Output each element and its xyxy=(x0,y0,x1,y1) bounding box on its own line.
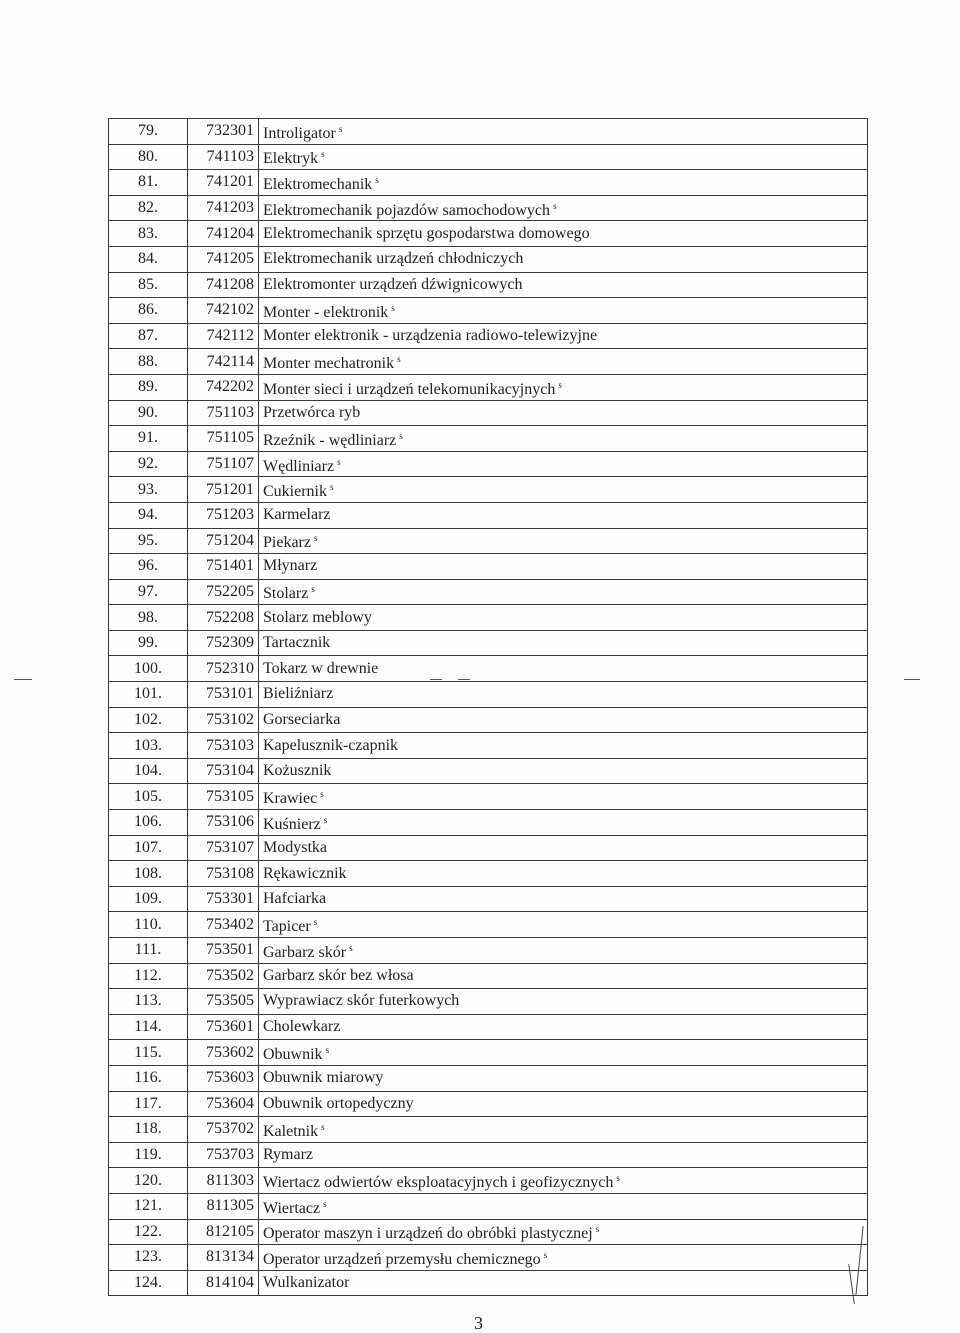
occupation-name: Wiertacz xyxy=(263,1199,321,1217)
occupation-name: Tokarz w drewnie xyxy=(263,659,379,677)
table-row xyxy=(109,758,868,784)
table-row xyxy=(109,246,868,272)
occupation-code: 741103 xyxy=(188,144,259,170)
occupation-code: 751401 xyxy=(188,554,259,580)
occupation-name-cell xyxy=(259,195,868,221)
footnote-mark: s xyxy=(337,456,341,467)
table-row xyxy=(109,630,868,656)
table-row xyxy=(109,579,868,605)
row-number: 104. xyxy=(109,758,188,784)
occupation-name: Wędliniarz xyxy=(263,457,335,475)
footnote-mark: s xyxy=(321,1121,325,1132)
occupation-name-cell xyxy=(259,733,868,759)
occupation-code: 753101 xyxy=(188,682,259,708)
table-row xyxy=(109,1040,868,1066)
occupation-table-frame xyxy=(108,118,868,1296)
occupation-name: Karmelarz xyxy=(263,506,331,524)
occupation-name-cell xyxy=(259,426,868,452)
occupation-code: 812105 xyxy=(188,1219,259,1245)
occupation-name: Wiertacz odwiertów eksploatacyjnych i geofizycznych xyxy=(263,1174,614,1192)
occupation-name: Kaletnik xyxy=(263,1122,319,1140)
row-number: 93. xyxy=(109,477,188,503)
row-number: 102. xyxy=(109,707,188,733)
occupation-code: 753301 xyxy=(188,886,259,912)
row-number: 110. xyxy=(109,912,188,938)
scan-mark xyxy=(458,679,470,680)
table-row xyxy=(109,938,868,964)
page-number: 3 xyxy=(474,1313,483,1333)
occupation-name: Krawiec xyxy=(263,790,318,808)
footnote-mark: s xyxy=(553,200,557,211)
occupation-code: 753107 xyxy=(188,835,259,861)
occupation-name-cell xyxy=(259,1040,868,1066)
footnote-mark: s xyxy=(595,1224,600,1235)
occupation-code: 742112 xyxy=(188,323,259,349)
occupation-code: 751201 xyxy=(188,477,259,503)
footnote-mark: s xyxy=(391,302,395,313)
row-number: 107. xyxy=(109,835,188,861)
row-number: 85. xyxy=(109,272,188,298)
row-number: 81. xyxy=(109,170,188,196)
occupation-name: Wulkanizator xyxy=(263,1274,350,1292)
occupation-code: 751103 xyxy=(188,400,259,426)
row-number: 79. xyxy=(109,119,188,145)
table-row xyxy=(109,374,868,400)
occupation-code: 753603 xyxy=(188,1065,259,1091)
occupation-code: 753106 xyxy=(188,810,259,836)
occupation-code: 753505 xyxy=(188,989,259,1015)
occupation-name: Elektromechanik pojazdów samochodowych xyxy=(263,201,551,219)
table-row xyxy=(109,528,868,554)
row-number: 100. xyxy=(109,656,188,682)
row-number: 105. xyxy=(109,784,188,810)
table-row xyxy=(109,810,868,836)
occupation-code: 753402 xyxy=(188,912,259,938)
table-row xyxy=(109,1117,868,1143)
footnote-mark: s xyxy=(323,1198,327,1209)
footnote-mark: s xyxy=(323,814,328,825)
footnote-mark: s xyxy=(349,942,353,953)
row-number: 97. xyxy=(109,579,188,605)
table-row xyxy=(109,400,868,426)
footnote-mark: s xyxy=(325,1045,330,1056)
occupation-code: 732301 xyxy=(188,119,259,145)
row-number: 109. xyxy=(109,886,188,912)
occupation-name-cell xyxy=(259,323,868,349)
occupation-name-cell xyxy=(259,221,868,247)
row-number: 122. xyxy=(109,1219,188,1245)
occupation-code: 753702 xyxy=(188,1117,259,1143)
occupation-name-cell xyxy=(259,963,868,989)
occupation-name-cell xyxy=(259,605,868,631)
row-number: 115. xyxy=(109,1040,188,1066)
occupation-name-cell xyxy=(259,298,868,324)
occupation-name: Stolarz xyxy=(263,585,309,603)
occupation-name-cell xyxy=(259,707,868,733)
occupation-code: 751105 xyxy=(188,426,259,452)
occupation-name-cell xyxy=(259,784,868,810)
occupation-code: 753103 xyxy=(188,733,259,759)
occupation-name: Modystka xyxy=(263,838,327,856)
occupation-name-cell xyxy=(259,170,868,196)
occupation-code: 753102 xyxy=(188,707,259,733)
row-number: 99. xyxy=(109,630,188,656)
occupation-code: 741208 xyxy=(188,272,259,298)
occupation-name-cell xyxy=(259,835,868,861)
table-row xyxy=(109,323,868,349)
occupation-name: Bieliźniarz xyxy=(263,685,334,703)
occupation-name-cell xyxy=(259,1193,868,1219)
occupation-code: 741204 xyxy=(188,221,259,247)
table-row xyxy=(109,502,868,528)
occupation-name: Monter elektronik - urządzenia radiowo-telewizyjne xyxy=(263,327,598,345)
occupation-name: Garbarz skór xyxy=(263,943,347,961)
row-number: 96. xyxy=(109,554,188,580)
occupation-name-cell xyxy=(259,1117,868,1143)
occupation-code: 753502 xyxy=(188,963,259,989)
occupation-name-cell xyxy=(259,1168,868,1194)
occupation-name: Tapicer xyxy=(263,918,311,936)
occupation-code: 752310 xyxy=(188,656,259,682)
row-number: 106. xyxy=(109,810,188,836)
scan-mark xyxy=(904,679,920,680)
occupation-name-cell xyxy=(259,1219,868,1245)
occupation-name-cell xyxy=(259,682,868,708)
row-number: 112. xyxy=(109,963,188,989)
table-row xyxy=(109,733,868,759)
row-number: 113. xyxy=(109,989,188,1015)
occupation-name-cell xyxy=(259,374,868,400)
row-number: 86. xyxy=(109,298,188,324)
table-row xyxy=(109,119,868,145)
occupation-name: Młynarz xyxy=(263,557,318,575)
occupation-name: Introligator xyxy=(263,124,336,142)
row-number: 90. xyxy=(109,400,188,426)
occupation-code: 741201 xyxy=(188,170,259,196)
table-row xyxy=(109,1014,868,1040)
occupation-name-cell xyxy=(259,758,868,784)
occupation-name-cell xyxy=(259,349,868,375)
row-number: 108. xyxy=(109,861,188,887)
row-number: 91. xyxy=(109,426,188,452)
footnote-mark: s xyxy=(375,174,379,185)
row-number: 80. xyxy=(109,144,188,170)
footnote-mark: s xyxy=(313,917,318,928)
table-row xyxy=(109,963,868,989)
table-row xyxy=(109,477,868,503)
occupation-name: Obuwnik xyxy=(263,1046,323,1064)
occupation-name: Stolarz meblowy xyxy=(263,608,372,626)
occupation-name-cell xyxy=(259,477,868,503)
occupation-name: Monter sieci i urządzeń telekomunikacyjnych xyxy=(263,380,556,398)
row-number: 121. xyxy=(109,1193,188,1219)
table-row xyxy=(109,989,868,1015)
table-row xyxy=(109,707,868,733)
occupation-name: Garbarz skór bez włosa xyxy=(263,966,414,984)
occupation-name: Operator maszyn i urządzeń do obróbki plastycznej xyxy=(263,1225,593,1243)
table-row xyxy=(109,426,868,452)
table-row xyxy=(109,1091,868,1117)
row-number: 119. xyxy=(109,1142,188,1168)
row-number: 118. xyxy=(109,1117,188,1143)
occupation-code: 751204 xyxy=(188,528,259,554)
occupation-name-cell xyxy=(259,579,868,605)
occupation-name: Elektromechanik urządzeń chłodniczych xyxy=(263,250,524,268)
occupation-name-cell xyxy=(259,1142,868,1168)
occupation-code: 753501 xyxy=(188,938,259,964)
row-number: 83. xyxy=(109,221,188,247)
row-number: 95. xyxy=(109,528,188,554)
occupation-code: 811303 xyxy=(188,1168,259,1194)
occupation-code: 753105 xyxy=(188,784,259,810)
occupation-code: 814104 xyxy=(188,1270,259,1296)
occupation-name-cell xyxy=(259,528,868,554)
table-row xyxy=(109,554,868,580)
occupation-name-cell xyxy=(259,246,868,272)
occupation-name-cell xyxy=(259,451,868,477)
table-row xyxy=(109,1168,868,1194)
footnote-mark: s xyxy=(338,123,343,134)
occupation-name: Monter mechatronik xyxy=(263,355,395,373)
scan-mark xyxy=(430,679,442,680)
footnote-mark: s xyxy=(311,584,315,595)
occupation-name: Elektryk xyxy=(263,150,319,168)
occupation-code: 753601 xyxy=(188,1014,259,1040)
scan-mark xyxy=(14,679,32,680)
occupation-code: 753604 xyxy=(188,1091,259,1117)
occupation-name: Kuśnierz xyxy=(263,815,321,833)
row-number: 88. xyxy=(109,349,188,375)
table-row xyxy=(109,605,868,631)
table-row xyxy=(109,272,868,298)
occupation-name-cell xyxy=(259,938,868,964)
occupation-code: 742102 xyxy=(188,298,259,324)
occupation-name-cell xyxy=(259,810,868,836)
occupation-name: Cukiernik xyxy=(263,483,327,501)
occupation-name: Rzeźnik - wędliniarz xyxy=(263,431,397,449)
row-number: 116. xyxy=(109,1065,188,1091)
occupation-code: 741203 xyxy=(188,195,259,221)
occupation-code: 742114 xyxy=(188,349,259,375)
footnote-mark: s xyxy=(320,789,324,800)
row-number: 117. xyxy=(109,1091,188,1117)
occupation-name: Cholewkarz xyxy=(263,1018,341,1036)
occupation-name: Gorseciarka xyxy=(263,710,341,728)
footnote-mark: s xyxy=(313,533,318,544)
occupation-name-cell xyxy=(259,656,868,682)
occupation-name: Operator urządzeń przemysłu chemicznego xyxy=(263,1250,541,1268)
occupation-name-cell xyxy=(259,272,868,298)
footnote-mark: s xyxy=(399,430,403,441)
occupation-name-cell xyxy=(259,1065,868,1091)
table-row xyxy=(109,298,868,324)
occupation-name: Elektromechanik sprzętu gospodarstwa domowego xyxy=(263,224,590,242)
occupation-name: Monter - elektronik xyxy=(263,303,389,321)
footnote-mark: s xyxy=(558,379,562,390)
table-row xyxy=(109,195,868,221)
occupation-name: Obuwnik ortopedyczny xyxy=(263,1094,414,1112)
occupation-name-cell xyxy=(259,886,868,912)
occupation-name: Kapelusznik-czapnik xyxy=(263,736,399,754)
footnote-mark: s xyxy=(397,354,401,365)
row-number: 124. xyxy=(109,1270,188,1296)
row-number: 98. xyxy=(109,605,188,631)
occupation-name: Tartacznik xyxy=(263,634,331,652)
footnote-mark: s xyxy=(616,1173,620,1184)
footnote-mark: s xyxy=(330,482,334,493)
table-row xyxy=(109,170,868,196)
occupation-code: 752208 xyxy=(188,605,259,631)
occupation-code: 753108 xyxy=(188,861,259,887)
row-number: 111. xyxy=(109,938,188,964)
occupation-code: 751107 xyxy=(188,451,259,477)
row-number: 84. xyxy=(109,246,188,272)
occupation-name-cell xyxy=(259,861,868,887)
row-number: 82. xyxy=(109,195,188,221)
occupation-name-cell xyxy=(259,912,868,938)
occupation-code: 811305 xyxy=(188,1193,259,1219)
table-row xyxy=(109,349,868,375)
occupation-name: Obuwnik miarowy xyxy=(263,1069,384,1087)
occupation-code: 741205 xyxy=(188,246,259,272)
occupation-code: 752309 xyxy=(188,630,259,656)
row-number: 101. xyxy=(109,682,188,708)
occupation-name: Rękawicznik xyxy=(263,864,347,882)
occupation-name-cell xyxy=(259,1091,868,1117)
occupation-name: Elektromechanik xyxy=(263,175,373,193)
table-row xyxy=(109,912,868,938)
table-row xyxy=(109,451,868,477)
table-row xyxy=(109,1193,868,1219)
table-row xyxy=(109,1245,868,1271)
row-number: 94. xyxy=(109,502,188,528)
table-row xyxy=(109,682,868,708)
occupation-name: Kożusznik xyxy=(263,762,332,780)
table-row xyxy=(109,221,868,247)
occupation-code: 752205 xyxy=(188,579,259,605)
table-row xyxy=(109,1270,868,1296)
occupation-code: 751203 xyxy=(188,502,259,528)
occupation-name-cell xyxy=(259,1270,868,1296)
table-row xyxy=(109,144,868,170)
occupation-name: Piekarz xyxy=(263,534,311,552)
occupation-code: 753104 xyxy=(188,758,259,784)
occupation-name-cell xyxy=(259,144,868,170)
occupation-name: Elektromonter urządzeń dźwignicowych xyxy=(263,275,523,293)
occupation-code: 753703 xyxy=(188,1142,259,1168)
occupation-name-cell xyxy=(259,400,868,426)
footnote-mark: s xyxy=(543,1249,548,1260)
occupation-code: 753602 xyxy=(188,1040,259,1066)
table-row xyxy=(109,1065,868,1091)
table-row xyxy=(109,861,868,887)
row-number: 114. xyxy=(109,1014,188,1040)
table-row xyxy=(109,1219,868,1245)
footnote-mark: s xyxy=(321,149,325,160)
table-row xyxy=(109,886,868,912)
table-row xyxy=(109,1142,868,1168)
occupation-name: Wyprawiacz skór futerkowych xyxy=(263,992,460,1010)
row-number: 89. xyxy=(109,374,188,400)
occupation-name-cell xyxy=(259,1245,868,1271)
row-number: 87. xyxy=(109,323,188,349)
occupation-name-cell xyxy=(259,989,868,1015)
row-number: 103. xyxy=(109,733,188,759)
table-row xyxy=(109,784,868,810)
occupation-code: 813134 xyxy=(188,1245,259,1271)
row-number: 120. xyxy=(109,1168,188,1194)
row-number: 123. xyxy=(109,1245,188,1271)
occupation-name: Rymarz xyxy=(263,1146,314,1164)
occupation-name-cell xyxy=(259,1014,868,1040)
occupation-name-cell xyxy=(259,119,868,145)
occupation-table xyxy=(108,118,868,1296)
occupation-name: Przetwórca ryb xyxy=(263,403,361,421)
occupation-name-cell xyxy=(259,502,868,528)
occupation-code: 742202 xyxy=(188,374,259,400)
occupation-table-body xyxy=(109,119,868,1296)
occupation-name-cell xyxy=(259,554,868,580)
occupation-name: Hafciarka xyxy=(263,890,327,908)
table-row xyxy=(109,656,868,682)
occupation-name-cell xyxy=(259,630,868,656)
table-row xyxy=(109,835,868,861)
row-number: 92. xyxy=(109,451,188,477)
